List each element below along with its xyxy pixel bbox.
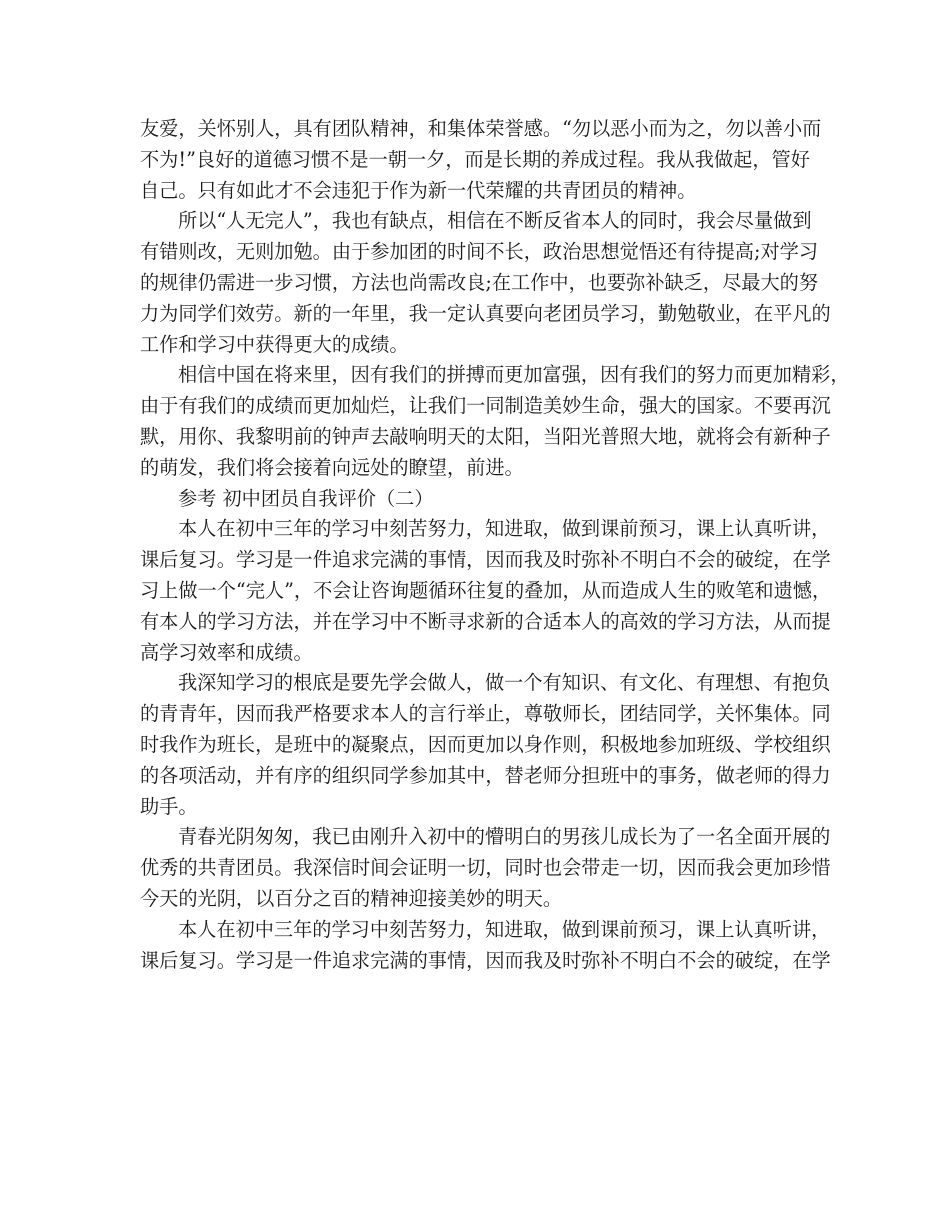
text-line: [140, 391, 831, 422]
text-line: [140, 268, 820, 299]
paragraph: [140, 822, 831, 914]
text-line: [140, 145, 820, 176]
line-text: 时我作为班长，是班中的凝聚点，因而更加以身作则，积极地参加班级、学校组织: [140, 732, 831, 756]
line-text: 力为同学们效劳。新的一年里，我一定认真要向老团员学习，勤勉敬业，在平凡的: [140, 301, 831, 325]
line-text: 工作和学习中获得更大的成绩。: [140, 332, 409, 356]
line-text: 今天的光阴，以百分之百的精神迎接美妙的明天。: [140, 886, 563, 910]
text-line: [140, 576, 832, 607]
text-line: [140, 237, 820, 268]
line-text: 相信中国在将来里，因有我们的拼搏而更加富强，因有我们的努力而更加精彩，: [178, 363, 850, 387]
text-line: [140, 730, 831, 761]
line-text: 优秀的共青团员。我深信时间会证明一切，同时也会带走一切，因而我会更加珍惜: [140, 856, 831, 880]
line-text: 不为!”良好的道德习惯不是一朝一夕，而是长期的养成过程。我从我做起，管好: [140, 147, 810, 171]
line-text: 本人在初中三年的学习中刻苦努力，知进取，做到课前预习，课上认真听讲，: [178, 517, 831, 541]
text-line: [140, 853, 831, 884]
text-line: [140, 484, 820, 515]
line-text: 的规律仍需进一步习惯，方法也尚需改良;在工作中，也要弥补缺乏，尽最大的努: [140, 270, 819, 294]
paragraph: [140, 668, 831, 822]
line-text: 课后复习。学习是一件追求完满的事情，因而我及时弥补不明白不会的破绽，在学: [140, 948, 831, 972]
line-text: 有本人的学习方法，并在学习中不断寻求新的合适本人的高效的学习方法，从而提: [140, 609, 831, 633]
text-line: [140, 792, 820, 823]
line-text: 所以“人无完人”，我也有缺点，相信在不断反省本人的同时，我会尽量做到: [178, 209, 812, 233]
line-text: 的各项活动，并有序的组织同学参加其中，替老师分担班中的事务，做老师的得力: [140, 763, 831, 787]
text-line: [140, 453, 820, 484]
text-line: [140, 422, 831, 453]
document-body: [140, 114, 850, 976]
text-line: [140, 946, 831, 977]
text-line: [140, 545, 831, 576]
paragraph: [140, 915, 831, 977]
line-text: 的萌发，我们将会接着向远处的瞭望，前进。: [140, 455, 524, 479]
text-line: [140, 360, 850, 391]
line-text: 由于有我们的成绩而更加灿烂，让我们一同制造美妙生命，强大的国家。不要再沉: [140, 394, 831, 418]
text-line: [140, 884, 820, 915]
line-text: 课后复习。学习是一件追求完满的事情，因而我及时弥补不明白不会的破绽，在学: [140, 548, 831, 572]
text-line: [140, 514, 831, 545]
text-line: [140, 330, 820, 361]
line-text: 有错则改，无则加勉。由于参加团的时间不长，政治思想觉悟还有待提高;对学习: [140, 240, 819, 264]
text-line: [140, 699, 831, 730]
text-line: [140, 176, 820, 207]
line-text: 参考 初中团员自我评价（二）: [178, 486, 434, 510]
text-line: [140, 761, 831, 792]
text-line: [140, 299, 831, 330]
paragraph: [140, 206, 831, 360]
line-text: 默，用你、我黎明前的钟声去敲响明天的太阳，当阳光普照大地，就将会有新种子: [140, 424, 831, 448]
line-text: 青春光阴匆匆，我已由刚升入初中的懵明白的男孩儿成长为了一名全面开展的: [178, 825, 831, 849]
text-line: [140, 114, 820, 145]
paragraph: [140, 114, 820, 206]
paragraph: [140, 514, 832, 668]
line-text: 高学习效率和成绩。: [140, 640, 313, 664]
text-line: [140, 607, 831, 638]
line-text: 友爱，关怀别人，具有团队精神，和集体荣誉感。“勿以恶小而为之，勿以善小而: [140, 117, 822, 140]
text-line: [140, 638, 820, 669]
paragraph: [140, 484, 820, 515]
text-line: [140, 206, 820, 237]
line-text: 习上做一个“完人”，不会让咨询题循环往复的叠加，从而造成人生的败笔和遗憾，: [140, 578, 832, 602]
line-text: 我深知学习的根底是要先学会做人，做一个有知识、有文化、有理想、有抱负: [178, 671, 831, 695]
line-text: 本人在初中三年的学习中刻苦努力，知进取，做到课前预习，课上认真听讲，: [178, 917, 831, 941]
text-line: [140, 668, 831, 699]
line-text: 自己。只有如此才不会违犯于作为新一代荣耀的共青团员的精神。: [140, 178, 697, 202]
line-text: 的青青年，因而我严格要求本人的言行举止，尊敬师长，团结同学，关怀集体。同: [140, 702, 831, 726]
text-line: [140, 915, 831, 946]
text-line: [140, 822, 831, 853]
line-text: 助手。: [140, 794, 198, 818]
paragraph: [140, 360, 850, 483]
